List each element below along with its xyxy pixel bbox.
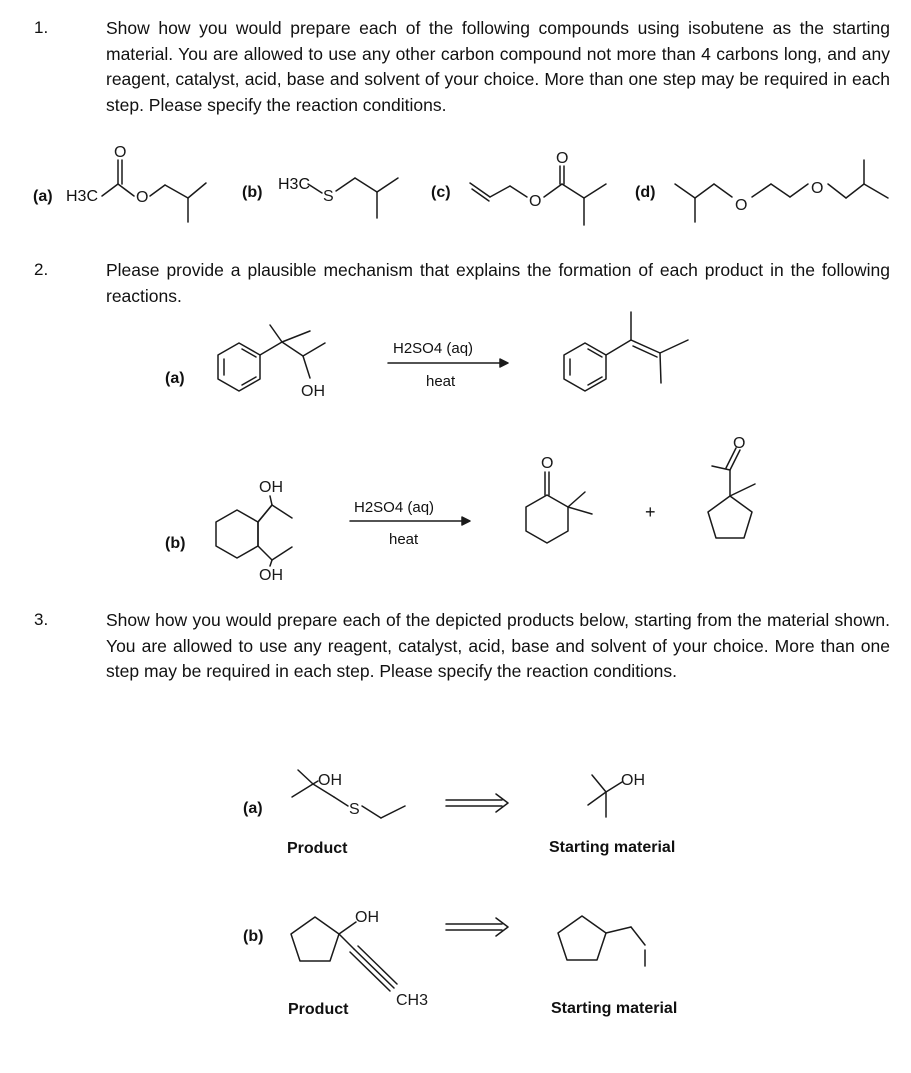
- q1d-o2: O: [811, 180, 824, 197]
- q1-label-d: (d): [635, 184, 656, 201]
- q2b-condition: heat: [389, 531, 419, 548]
- q3b-ch3: CH3: [396, 992, 429, 1009]
- q2b-reagent: H2SO4 (aq): [354, 499, 435, 516]
- q2-label-b: (b): [165, 535, 186, 552]
- question-2-text: Please provide a plausible mechanism that explains the formation of each product in the following reactions.: [106, 260, 890, 306]
- q1b-h3c-label: H3C: [278, 176, 311, 193]
- q1c-ester-o: O: [529, 193, 542, 210]
- q2a-oh: OH: [301, 383, 325, 400]
- question-1-text: Show how you would prepare each of the following compounds using isobutene as the starting material. You are allowed to use any other carbon compound not more than 4 carbons long, and any reagent, catalyst, acid, base and solvent of your choice. More than one step may be required in each step. Please specify the reaction conditions.: [106, 18, 890, 115]
- q3a-sm-oh: OH: [621, 772, 645, 789]
- q2b-oh-bottom: OH: [259, 567, 283, 584]
- q3a-oh: OH: [318, 772, 342, 789]
- q1d-o1: O: [735, 197, 748, 214]
- q1-label-b: (b): [242, 184, 263, 201]
- q1a-carbonyl-o: O: [114, 144, 127, 161]
- question-3-number: 3.: [34, 610, 49, 629]
- q2-label-a: (a): [165, 370, 185, 387]
- question-1-number: 1.: [34, 18, 49, 37]
- q3a-starting-material: [588, 772, 645, 817]
- q2b-ketone-o-1: O: [541, 455, 554, 472]
- q3-label-a: (a): [243, 800, 263, 817]
- q3a-product-label: Product: [287, 840, 348, 857]
- q2b-oh-top: OH: [259, 479, 283, 496]
- q1b-sulfur: S: [323, 188, 334, 205]
- q3a-sulfur: S: [349, 801, 360, 818]
- q1a-ester-o: O: [136, 189, 149, 206]
- question-2-number: 2.: [34, 260, 49, 279]
- q3-label-b: (b): [243, 928, 264, 945]
- q1-label-a: (a): [33, 188, 53, 205]
- q2b-ketone-o-2: O: [733, 435, 746, 452]
- q1c-carbonyl-o: O: [556, 150, 569, 167]
- q3b-oh: OH: [355, 909, 379, 926]
- q3a-starting-label: Starting material: [549, 839, 676, 856]
- q3a-retro-arrow: [446, 794, 508, 812]
- q2b-plus: +: [645, 502, 656, 522]
- q3a-product: [292, 770, 405, 818]
- q2a-condition: heat: [426, 373, 456, 390]
- q1-label-c: (c): [431, 184, 451, 201]
- q3b-product: [291, 909, 428, 1009]
- q3b-retro-arrow: [446, 918, 508, 936]
- q3b-product-label: Product: [288, 1001, 349, 1018]
- q3b-starting-label: Starting material: [551, 1000, 678, 1017]
- q2a-reagent: H2SO4 (aq): [393, 340, 474, 357]
- q1a-h3c-label: H3C: [66, 188, 99, 205]
- q3b-starting-material: [558, 916, 645, 966]
- question-3-text: Show how you would prepare each of the depicted products below, starting from the material shown. You are allowed to use any reagent, catalyst, acid, base and solvent of your choice. More than one step may be required in each step. Please specify the reaction conditions.: [106, 610, 890, 681]
